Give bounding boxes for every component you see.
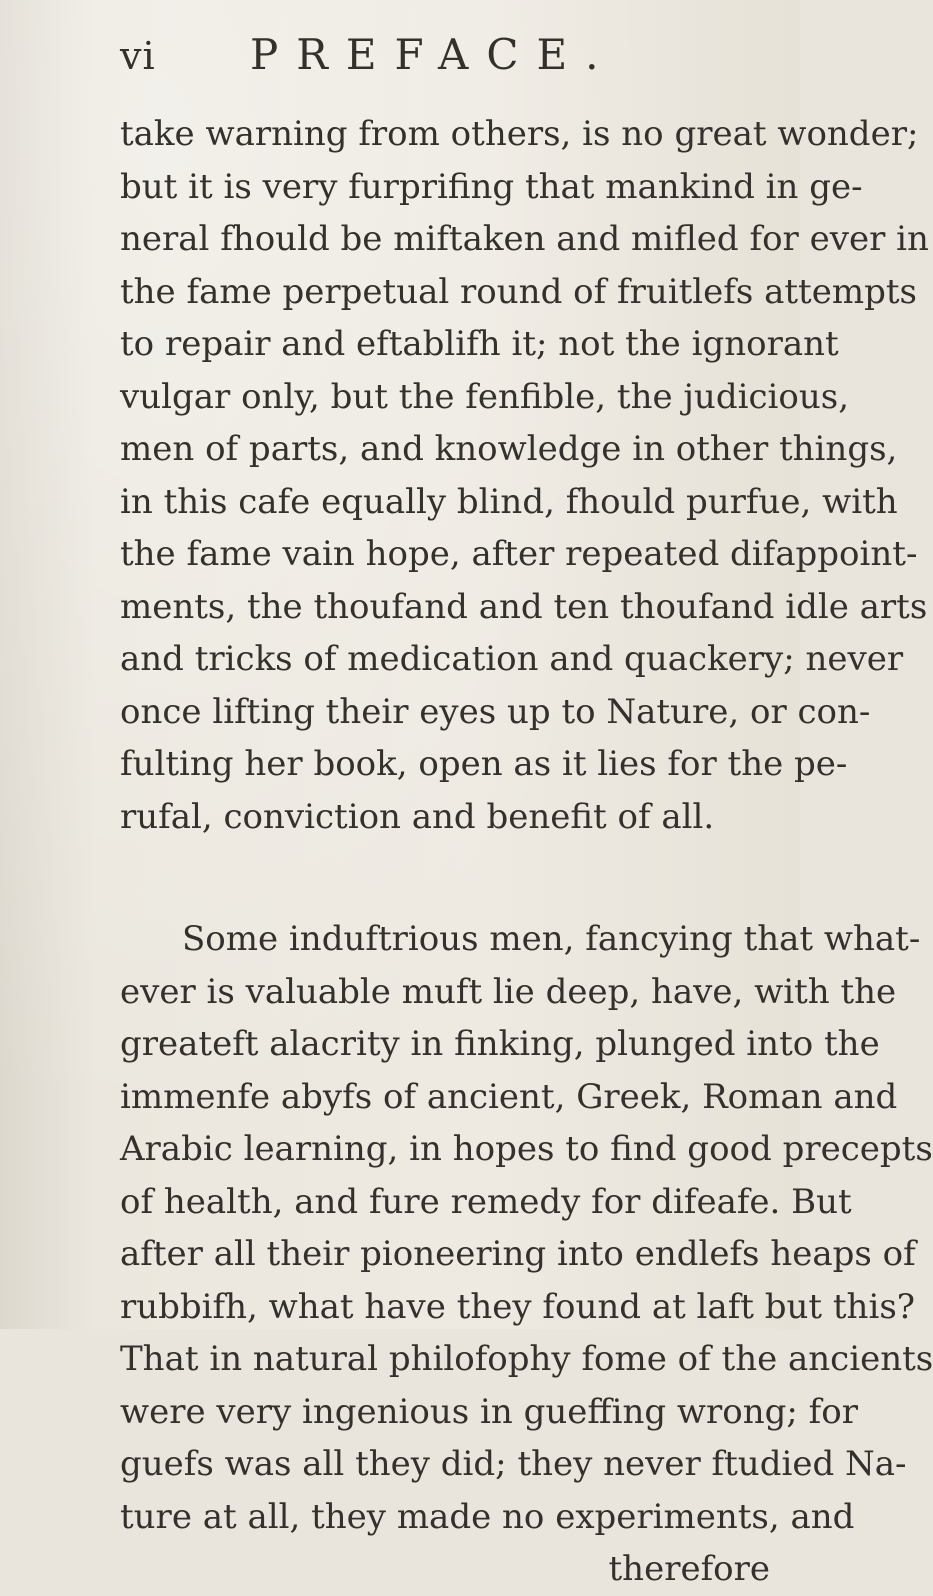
text-line: to repair and eftablifh it; not the ignorant: [120, 324, 839, 364]
text-line: guefs was all they did; they never ftudied Na-: [120, 1444, 907, 1484]
text-line: rubbifh, what have they found at laft but this?: [120, 1286, 915, 1327]
text-line: greateft alacrity in finking, plunged into the: [120, 1024, 880, 1064]
text-line: men of parts, and knowledge in other things,: [120, 429, 898, 469]
running-head: PREFACE.: [250, 30, 617, 79]
text-line: of health, and fure remedy for difeafe. But: [120, 1181, 852, 1222]
text-line: neral fhould be miftaken and mifled for ever in: [120, 219, 929, 259]
text-line: after all their pioneering into endlefs heaps of: [120, 1234, 916, 1274]
text-line: fulting her book, open as it lies for the pe-: [120, 744, 848, 784]
paragraph-2: [120, 913, 933, 1543]
paragraph-1: [120, 108, 929, 843]
text-line: the fame vain hope, after repeated difappoint-: [120, 534, 918, 574]
text-line: in this cafe equally blind, fhould purfue, with: [120, 481, 898, 522]
page-header: [120, 30, 770, 90]
text-line: immenfe abyfs of ancient, Greek, Roman and: [120, 1076, 898, 1117]
paragraph-break: [120, 843, 770, 913]
text-line: and tricks of medication and quackery; never: [120, 639, 904, 679]
text-line: but it is very furprifing that mankind in ge-: [120, 166, 863, 207]
text-line: That in natural philofophy fome of the ancients: [120, 1339, 933, 1379]
text-line: vulgar only, but the fenfible, the judicious,: [120, 376, 850, 417]
text-line: ever is valuable muft lie deep, have, with the: [120, 971, 897, 1012]
page-number: vi: [120, 34, 156, 78]
text-line: once lifting their eyes up to Nature, or con-: [120, 691, 871, 732]
catchword: therefore: [608, 1549, 770, 1589]
body-text: [120, 108, 933, 1596]
text-line: Arabic learning, in hopes to find good precepts: [120, 1129, 933, 1169]
text-line: the fame perpetual round of fruitlefs attempts: [120, 271, 917, 312]
text-line: ments, the thoufand and ten thoufand idle arts: [120, 586, 928, 627]
text-line: were very ingenious in gueffing wrong; for: [120, 1391, 858, 1432]
text-line: rufal, conviction and benefit of all.: [120, 796, 715, 837]
text-line: take warning from others, is no great wonder;: [120, 114, 919, 154]
text-line: ture at all, they made no experiments, and: [120, 1496, 855, 1537]
text-line: Some induftrious men, fancying that what-: [182, 919, 921, 959]
